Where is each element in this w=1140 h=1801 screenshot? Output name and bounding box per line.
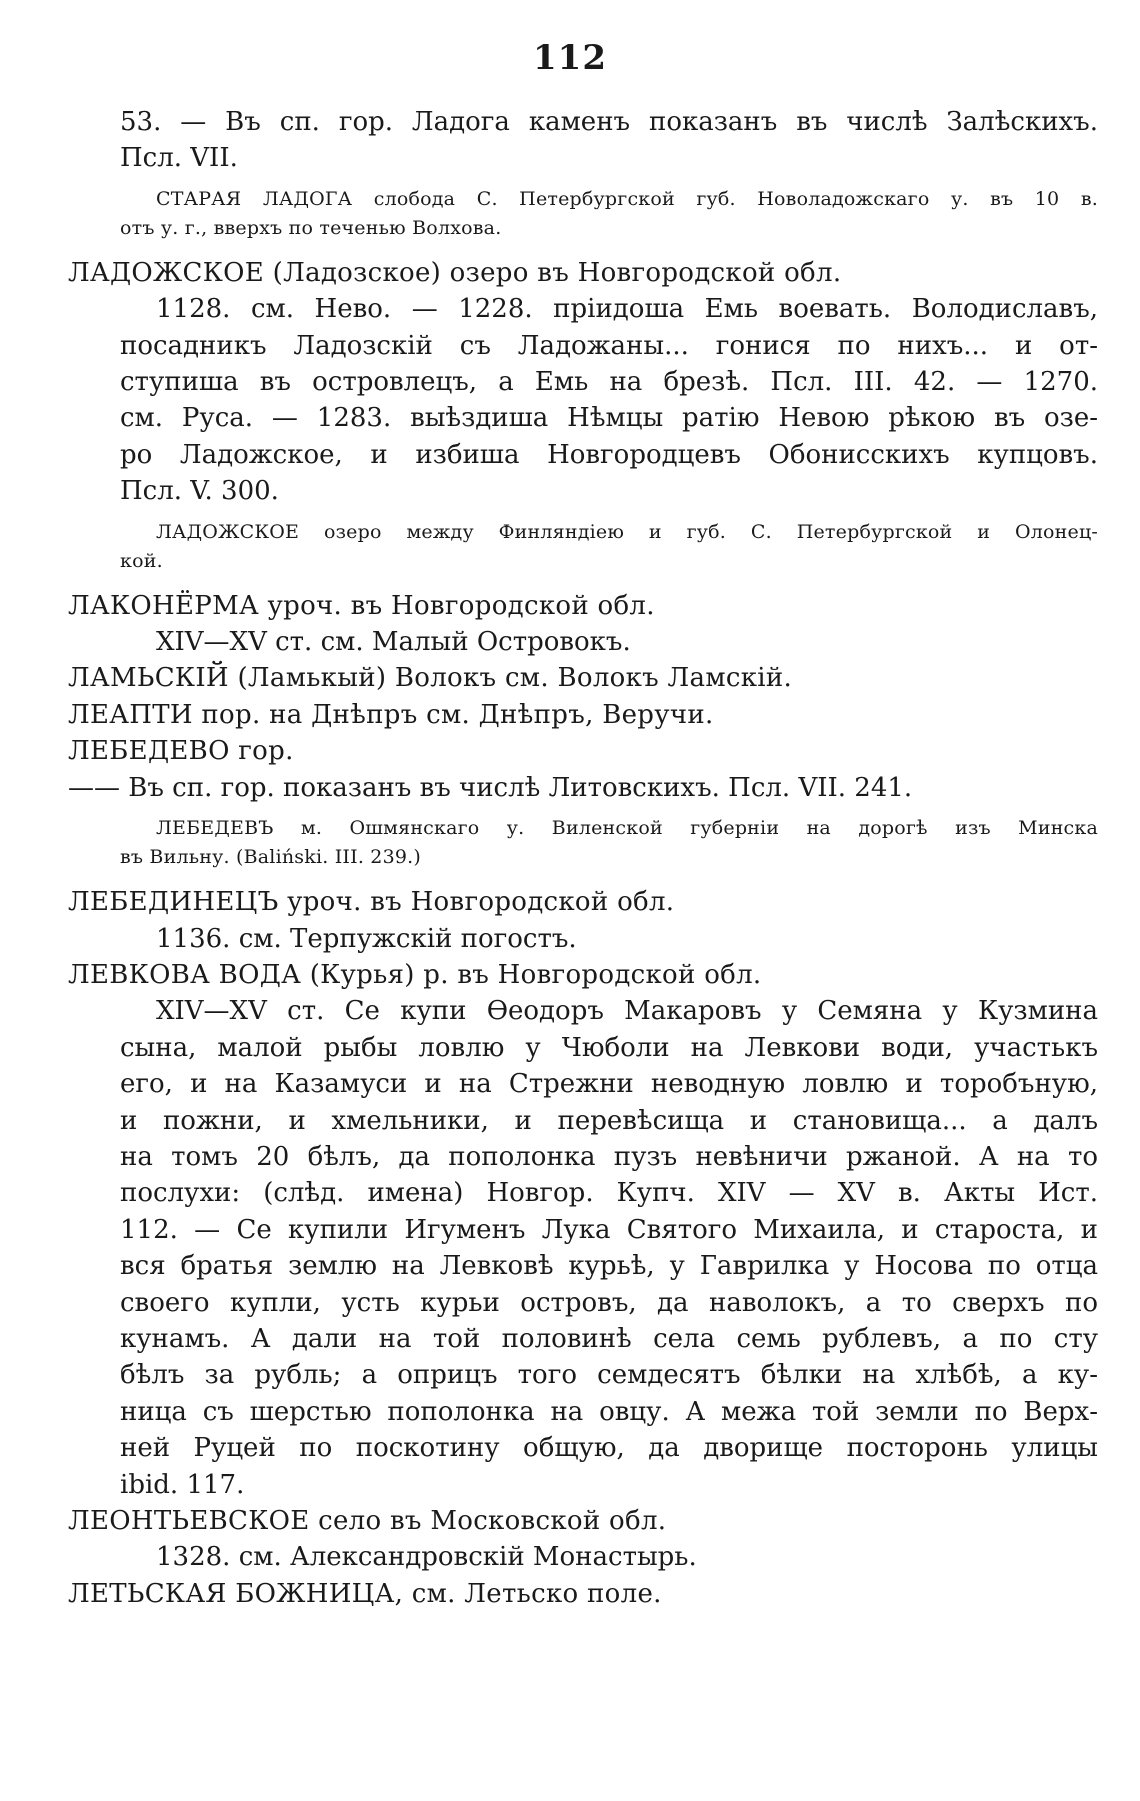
text-line: своего купли, усть курьи островъ, да наволокъ, а то сверхъ по bbox=[120, 1287, 1098, 1318]
entry-leapti bbox=[68, 697, 1098, 733]
entry-headword: ЛАМЬСКІЙ (Ламькый) Волокъ см. Волокъ Ламскій. bbox=[68, 663, 793, 694]
note-line: кой. bbox=[120, 549, 163, 572]
entry-ladoga-continuation bbox=[68, 104, 1098, 177]
entry-letskaya-bozhnitsa bbox=[68, 1576, 1098, 1612]
note-line: въ Вильну. (Baliński. III. 239.) bbox=[120, 846, 422, 869]
note-line: отъ у. г., вверхъ по теченью Волхова. bbox=[120, 216, 502, 239]
text-line: послухи: (слѣд. имена) Новгор. Купч. XIV — XV в. Акты Ист. bbox=[120, 1178, 1098, 1209]
note-staraya-ladoga bbox=[68, 185, 1098, 243]
text-line: 1328. см. Александровскій Монастырь. bbox=[156, 1542, 697, 1573]
note-line: СТАРАЯ ЛАДОГА слобода С. Петербургской губ. Новоладожскаго у. въ 10 в. bbox=[156, 187, 1098, 210]
text-line: ро Ладожское, и избиша Новгородцевъ Обонисскихъ купцовъ. bbox=[120, 439, 1098, 470]
entry-headword: ЛАКОНЁРМА уроч. въ Новгородской обл. bbox=[68, 590, 655, 621]
dictionary-text bbox=[68, 104, 1098, 1612]
text-line: Псл. V. 300. bbox=[120, 476, 279, 507]
note-line: ЛАДОЖСКОЕ озеро между Финляндіею и губ. С. Петербургской и Олонец- bbox=[156, 520, 1098, 543]
entry-lakonerma bbox=[68, 588, 1098, 661]
text-line: XIV—XV ст. Се купи Ѳеодоръ Макаровъ у Семяна у Кузмина bbox=[156, 996, 1098, 1027]
entry-lebedevo bbox=[68, 733, 1098, 806]
entry-lamskiy bbox=[68, 660, 1098, 696]
entry-headword: ЛЕВКОВА ВОДА (Курья) р. въ Новгородской обл. bbox=[68, 959, 762, 990]
text-line: ibid. 117. bbox=[120, 1469, 245, 1500]
text-line: бѣлъ за рубль; а оприцъ того семдесятъ бѣлки на хлѣбѣ, а ку- bbox=[120, 1360, 1098, 1391]
text-line: 1128. см. Нево. — 1228. пріидоша Емь воевать. Володиславъ, bbox=[156, 294, 1098, 325]
text-line: ница съ шерстью пополонка на овцу. А межа той земли по Верх- bbox=[120, 1396, 1098, 1427]
text-line: 112. — Се купили Игуменъ Лука Святого Михаила, и староста, и bbox=[120, 1214, 1098, 1245]
text-line: Псл. VII. bbox=[120, 143, 238, 174]
entry-headword: ЛАДОЖСКОЕ (Ладозское) озеро въ Новгородской обл. bbox=[68, 257, 842, 288]
text-line: ступиша въ островлецъ, а Емь на брезѣ. Псл. III. 42. — 1270. bbox=[120, 367, 1098, 398]
entry-levkova-voda bbox=[68, 957, 1098, 1503]
entry-headword: ЛЕБЕДИНЕЦЪ уроч. въ Новгородской обл. bbox=[68, 887, 675, 918]
text-line: вся братья землю на Левковѣ курьѣ, у Гаврилка у Носова по отца bbox=[120, 1251, 1098, 1282]
entry-headword: ЛЕБЕДЕВО гор. bbox=[68, 736, 294, 767]
page-number: 112 bbox=[533, 38, 607, 78]
entry-leontevskoe bbox=[68, 1503, 1098, 1576]
text-line: 53. — Въ сп. гор. Ладога каменъ показанъ въ числѣ Залѣскихъ. bbox=[120, 107, 1098, 137]
entry-ladozhskoe bbox=[68, 255, 1098, 510]
entry-headword: ЛЕТЬСКАЯ БОЖНИЦА, см. Летьско поле. bbox=[68, 1578, 662, 1609]
text-line: см. Руса. — 1283. выѣздиша Нѣмцы ратію Невою рѣкою въ озе- bbox=[120, 403, 1098, 434]
text-line: его, и на Казамуси и на Стрежни неводную ловлю и торобъную, bbox=[120, 1069, 1098, 1100]
text-line: ней Руцей по поскотину общую, да дворище посторонь улицы bbox=[120, 1433, 1098, 1464]
note-ladozhskoe bbox=[68, 518, 1098, 576]
text-line: сына, малой рыбы ловлю у Чюболи на Левкови води, участькъ bbox=[120, 1032, 1098, 1063]
note-line: ЛЕБЕДЕВЪ м. Ошмянскаго у. Виленской губерніи на дорогѣ изъ Минска bbox=[156, 817, 1098, 840]
entry-lebedinets bbox=[68, 884, 1098, 957]
text-line: и пожни, и хмельники, и перевѣсища и становища... а далъ bbox=[120, 1105, 1098, 1136]
text-line: кунамъ. А дали на той половинѣ села семь рублевъ, а по сту bbox=[120, 1323, 1098, 1354]
entry-headword: ЛЕАПТИ пор. на Днѣпръ см. Днѣпръ, Веручи. bbox=[68, 699, 714, 730]
text-line: 1136. см. Терпужскій погостъ. bbox=[156, 923, 577, 954]
text-line: XIV—XV ст. см. Малый Островокъ. bbox=[156, 627, 631, 658]
text-line: посадникъ Ладозскій съ Ладожаны... гонися по нихъ... и от- bbox=[120, 330, 1098, 361]
text-line: —— Въ сп. гор. показанъ въ числѣ Литовскихъ. Псл. VII. 241. bbox=[68, 772, 913, 803]
entry-headword: ЛЕОНТЬЕВСКОЕ село въ Московской обл. bbox=[68, 1506, 667, 1536]
text-line: на томъ 20 бѣлъ, да пополонка пузъ невѣничи ржаной. А на то bbox=[120, 1141, 1098, 1172]
note-lebedev bbox=[68, 814, 1098, 872]
